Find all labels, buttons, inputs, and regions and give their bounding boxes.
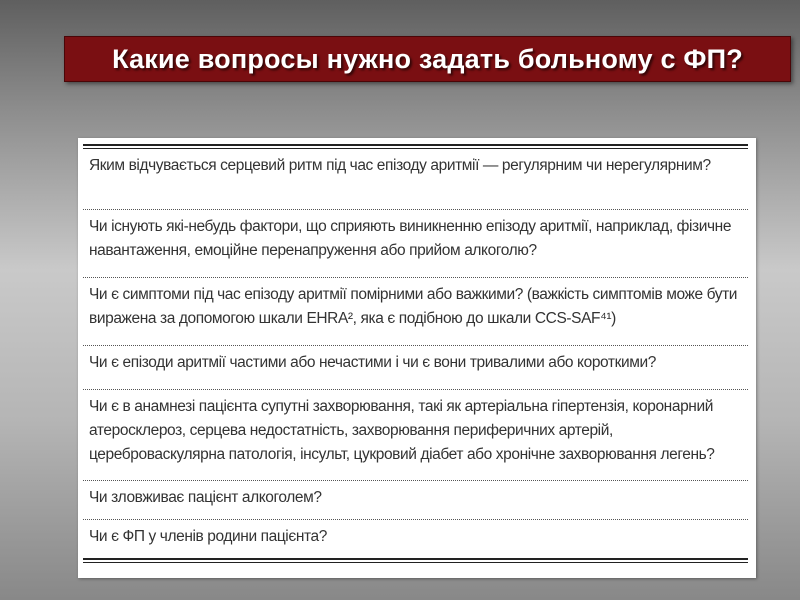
question-row: Чи є симптоми під час епізоду аритмії помірними або важкими? (важкість симптомів може бути виражена за допомогою шкали EHRA², яка є подібною до шкали CCS-SAF⁴¹) <box>83 278 748 346</box>
question-row: Яким відчувається серцевий ритм під час епізоду аритмії — регулярним чи нерегулярним? <box>83 149 748 210</box>
slide-title-bar <box>64 36 791 82</box>
table-bottom-rule <box>83 558 748 563</box>
questions-table <box>78 138 756 578</box>
question-row: Чи існують які-небудь фактори, що сприяють виникненню епізоду аритмії, наприклад, фізичне навантаження, емоційне перенапруження або прийом алкоголю? <box>83 210 748 278</box>
question-list <box>83 149 748 558</box>
question-row: Чи зловживає пацієнт алкоголем? <box>83 481 748 520</box>
question-row: Чи є ФП у членів родини пацієнта? <box>89 528 327 545</box>
slide-title: Какие вопросы нужно задать больному с ФП? <box>112 43 743 74</box>
question-row: Чи є в анамнезі пацієнта супутні захворювання, такі як артеріальна гіпертензія, коронарний атеросклероз, серцева недостатність, захворювання периферичних артерій, цереброваскулярна патологія, інсульт, цукровий діабет або хронічне захворювання легень? <box>83 390 748 481</box>
question-row: Чи є епізоди аритмії частими або нечастими і чи є вони тривалими або короткими? <box>83 346 748 390</box>
